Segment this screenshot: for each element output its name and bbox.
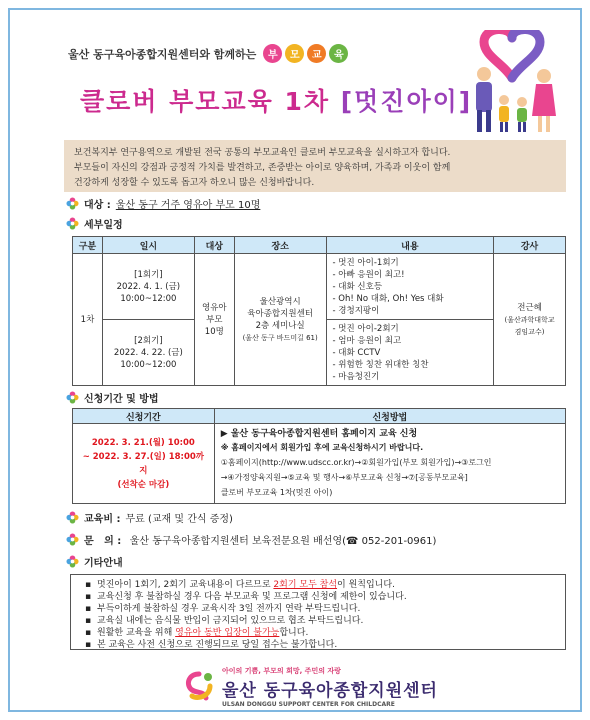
schedule-heading (66, 216, 123, 231)
title-sub: [멋진아이] (340, 87, 473, 116)
session-date: 2022. 4. 1. (금) (116, 281, 181, 292)
table-row (73, 424, 566, 504)
list-item: ▪ 본 교육은 사전 신청으로 진행되므로 당일 접수는 불가합니다. (89, 639, 557, 651)
fee-value: 무료 (교재 및 간식 증정) (125, 514, 233, 525)
badge-mo: 모 (285, 44, 304, 63)
method-step: →④가정양육지원→⑤교육 및 행사→⑥부모교육 신청→⑦[공동부모교육] (220, 473, 468, 482)
col-header: 대상 (194, 237, 234, 254)
apply-heading-text: 신청기간 및 방법 (84, 394, 159, 405)
intro-line-2: 부모들이 자신의 강점과 긍정적 가치를 발견하고, 존중받는 아이로 양육하며, 가족과 이웃이 함께 (74, 163, 451, 173)
badge-bu: 부 (263, 44, 282, 63)
footer-english: ULSAN DONGGU SUPPORT CENTER FOR CHILDCARE (222, 701, 395, 708)
apply-period-cell (73, 424, 215, 504)
intro-line-1: 보건복지부 연구용역으로 개발된 전국 공통의 부모교육인 클로버 부모교육을 실시하고자 합니다. (74, 148, 451, 158)
badge-gyo: 교 (307, 44, 326, 63)
notes-heading (66, 554, 123, 569)
session-time: 10:00~12:00 (120, 293, 177, 304)
list-item: ▪ 교육신청 후 불참하실 경우 다음 부모교육 및 프로그램 신청에 제한이 있습니다. (89, 591, 557, 603)
session-date: 2022. 4. 22. (금) (113, 347, 183, 358)
target-line: 10명 (204, 326, 224, 337)
method-note: ※ 홈페이지에서 회원가입 후에 교육신청하시기 바랍니다. (220, 443, 424, 452)
flower-icon (66, 511, 79, 524)
flyer-page (8, 8, 582, 712)
fee-label: 교육비 : (84, 514, 121, 525)
list-item: ▪ 멋진아이 1회기, 2회기 교육내용이 다르므로 2회기 모두 참석이 원칙입니다. (89, 579, 557, 591)
target-cell (194, 254, 234, 386)
intro-box (64, 140, 566, 192)
target-line: 부모 (206, 314, 223, 325)
session-2-content (326, 320, 494, 386)
content-item: - 아빠 응원이 최고! (332, 269, 405, 280)
session-time: 10:00~12:00 (120, 359, 177, 370)
contact-label: 문 의 : (84, 536, 125, 547)
fee-section (66, 510, 233, 525)
intro-line-3: 건강하게 성장할 수 있도록 돕고자 하오니 많은 신청바랍니다. (74, 178, 315, 188)
session-1-datetime (102, 254, 194, 320)
flower-icon (66, 217, 79, 230)
method-title: ▶ 울산 동구육아종합지원센터 홈페이지 교육 신청 (220, 429, 418, 439)
flower-icon (66, 533, 79, 546)
period-note: (선착순 마감) (117, 479, 170, 490)
col-header: 장소 (234, 237, 326, 254)
content-item: - 멋진 아이-1회기 (332, 257, 399, 268)
instructor-note: 겸임교수) (514, 327, 545, 336)
contact-section (66, 532, 436, 547)
method-step: ①홈페이지(http://www.udscc.or.kr)→②회원가입(부모 회원가입)→③로그인 (220, 458, 492, 467)
col-header: 강사 (494, 237, 566, 254)
session-no: [2회기] (134, 335, 163, 346)
table-row (73, 254, 566, 320)
contact-value: 울산 동구육아종합지원센터 보육전문요원 배선영(☎ 052-201-0961) (129, 536, 437, 547)
place-line: 울산광역시 (259, 296, 301, 307)
session-1-content (326, 254, 494, 320)
footer-name: 울산 동구육아종합지원센터 (222, 681, 438, 701)
header-top-text: 울산 동구육아종합지원센터와 함께하는 (68, 47, 257, 61)
schedule-header-row (73, 237, 566, 254)
group-cell: 1차 (73, 254, 103, 386)
target-section (66, 196, 260, 211)
target-value: 울산 동구 거주 영유아 부모 10명 (115, 200, 261, 211)
instructor-name: 전근혜 (517, 302, 542, 313)
content-item: - 멋진 아이-2회기 (332, 323, 399, 334)
badge-yuk: 육 (329, 44, 348, 63)
apply-method-cell (214, 424, 565, 504)
period-end: ~ 2022. 3. 27.(일) 18:00까지 (82, 451, 204, 476)
place-address: (울산 동구 바드미길 61) (242, 333, 318, 342)
place-cell (234, 254, 326, 386)
period-start: 2022. 3. 21.(월) 10:00 (91, 437, 195, 448)
content-item: - 위험한 칭찬 위대한 칭찬 (332, 359, 429, 370)
flower-icon (66, 197, 79, 210)
header-tagline (68, 44, 348, 63)
content-item: - 대화 신호등 (332, 281, 383, 292)
instructor-cell (494, 254, 566, 386)
col-header: 신청방법 (214, 409, 565, 424)
place-line: 육아종합지원센터 (247, 308, 313, 319)
family-illustration-icon (454, 30, 570, 140)
content-item: - 대화 CCTV (332, 347, 381, 358)
target-label: 대상 : (84, 200, 111, 211)
target-line: 영유아 (201, 302, 227, 313)
footer-logo (182, 666, 438, 708)
place-line: 2층 세미나실 (255, 320, 305, 331)
session-2-datetime (102, 320, 194, 386)
flower-icon (66, 391, 79, 404)
list-item: ▪ 부득이하게 불참하실 경우 교육시작 3일 전까지 연락 부탁드립니다. (89, 603, 557, 615)
content-item: - Oh! No 대화, Oh! Yes 대화 (332, 293, 444, 304)
apply-heading (66, 390, 159, 405)
list-item: ▪ 원활한 교육을 위해 영유아 동반 입장이 불가능합니다. (89, 627, 557, 639)
session-no: [1회기] (134, 269, 163, 280)
schedule-table (72, 236, 566, 386)
schedule-heading-text: 세부일정 (84, 220, 123, 231)
center-logo-icon (182, 670, 216, 704)
notes-heading-text: 기타안내 (84, 558, 123, 569)
apply-table (72, 408, 566, 504)
footer-tagline: 아이의 기쁨, 부모의 희망, 주민의 자랑 (222, 667, 341, 675)
content-item: - 마음청진기 (332, 371, 380, 382)
instructor-note: (울산과학대학교 (504, 315, 555, 324)
flower-icon (66, 555, 79, 568)
page-title (80, 82, 472, 118)
title-main: 클로버 부모교육 1차 (80, 87, 341, 116)
notes-box (70, 574, 566, 650)
col-header: 일시 (102, 237, 194, 254)
content-item: - 엄마 응원이 최고 (332, 335, 402, 346)
method-step: 클로버 부모교육 1차(멋진 아이) (220, 488, 333, 497)
list-item: ▪ 교육실 내에는 음식물 반입이 금지되어 있으므로 협조 부탁드립니다. (89, 615, 557, 627)
col-header: 내용 (326, 237, 494, 254)
col-header: 신청기간 (73, 409, 215, 424)
content-item: - 경청지팡이 (332, 305, 380, 316)
col-header: 구분 (73, 237, 103, 254)
apply-header-row (73, 409, 566, 424)
